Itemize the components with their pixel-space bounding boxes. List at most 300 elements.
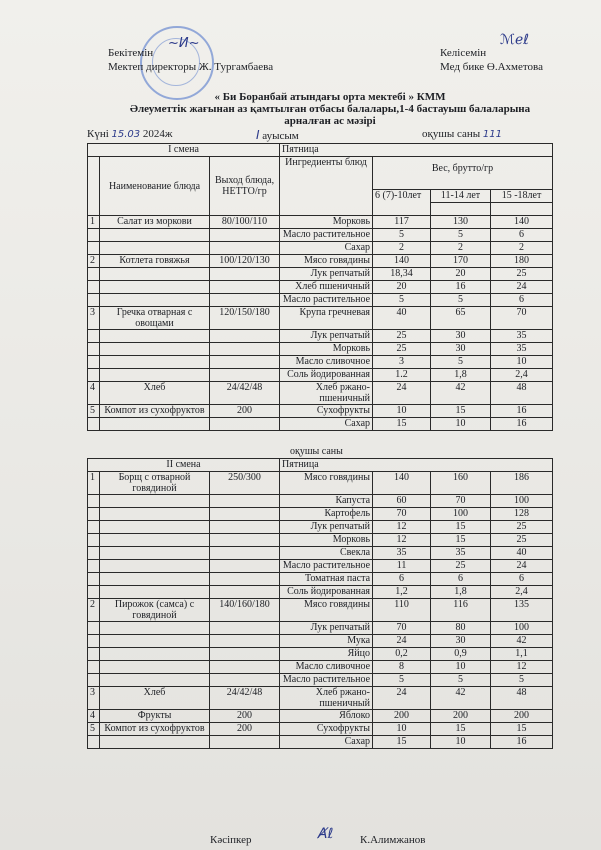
weight-15-18: 2,4 bbox=[491, 586, 553, 599]
ingredient: Яйцо bbox=[280, 648, 373, 661]
table-row bbox=[88, 508, 553, 521]
weight-6-10: 20 bbox=[373, 281, 431, 294]
row-number bbox=[88, 635, 100, 648]
weight-11-14: 30 bbox=[431, 343, 491, 356]
weight-15-18: 40 bbox=[491, 547, 553, 560]
ingredient: Масло растительное bbox=[280, 674, 373, 687]
weight-15-18: 186 bbox=[491, 472, 553, 495]
ingredient: Сахар bbox=[280, 736, 373, 749]
table-row bbox=[88, 495, 553, 508]
director-signature: ~Ͷ~ bbox=[168, 36, 200, 51]
dish-output: 80/100/110 bbox=[210, 216, 280, 229]
director-name: Мектеп директоры Ж. Тургамбаева bbox=[108, 61, 274, 73]
table-row bbox=[88, 242, 553, 255]
row-number: 5 bbox=[88, 405, 100, 418]
ingredient: Лук репчатый bbox=[280, 330, 373, 343]
table-row bbox=[88, 382, 553, 405]
weight-11-14: 35 bbox=[431, 547, 491, 560]
ingredient: Яблоко bbox=[280, 710, 373, 723]
weight-6-10: 8 bbox=[373, 661, 431, 674]
weight-11-14: 80 bbox=[431, 622, 491, 635]
students-handwritten: 111 bbox=[482, 129, 502, 140]
dish-name: Пирожок (самса) с говядиной bbox=[100, 599, 210, 622]
ingredient: Лук репчатый bbox=[280, 622, 373, 635]
dish-name: Хлеб bbox=[100, 687, 210, 710]
ingredient: Масло сливочное bbox=[280, 356, 373, 369]
menu-table-shift-2 bbox=[87, 458, 553, 749]
dish-name: Борщ с отварной говядиной bbox=[100, 472, 210, 495]
row-number bbox=[88, 661, 100, 674]
weight-15-18: 16 bbox=[491, 405, 553, 418]
row-number bbox=[88, 736, 100, 749]
row-number bbox=[88, 356, 100, 369]
weight-11-14: 65 bbox=[431, 307, 491, 330]
ingredient: Соль йодированная bbox=[280, 586, 373, 599]
weight-15-18: 5 bbox=[491, 674, 553, 687]
weight-15-18: 35 bbox=[491, 330, 553, 343]
weight-15-18: 100 bbox=[491, 622, 553, 635]
students-label: оқушы саны bbox=[422, 128, 481, 140]
dish-name: Компот из сухофруктов bbox=[100, 723, 210, 736]
ingredient: Морковь bbox=[280, 343, 373, 356]
row-number bbox=[88, 560, 100, 573]
weight-15-18: 2 bbox=[491, 242, 553, 255]
title-line-2: Әлеуметтік жағынан аз қамтылған отбасы балалары,1-4 бастауыш балаларына bbox=[129, 103, 531, 115]
dish-output bbox=[210, 547, 280, 560]
weight-11-14: 10 bbox=[431, 736, 491, 749]
weight-15-18: 42 bbox=[491, 635, 553, 648]
title-line-3: арналған ас мәзірі bbox=[284, 115, 376, 127]
weight-11-14: 5 bbox=[431, 294, 491, 307]
dish-output bbox=[210, 736, 280, 749]
table-row bbox=[88, 369, 553, 382]
dish-output bbox=[210, 242, 280, 255]
weight-11-14: 30 bbox=[431, 330, 491, 343]
col-output: Выход блюда, НЕТТО/гр bbox=[210, 157, 280, 216]
weight-15-18: 15 bbox=[491, 723, 553, 736]
weight-11-14: 42 bbox=[431, 687, 491, 710]
table-row bbox=[88, 710, 553, 723]
ingredient: Масло сливочное bbox=[280, 661, 373, 674]
dish-output: 120/150/180 bbox=[210, 307, 280, 330]
table-row bbox=[88, 330, 553, 343]
weight-6-10: 10 bbox=[373, 405, 431, 418]
table-row bbox=[88, 281, 553, 294]
row-number bbox=[88, 622, 100, 635]
row-number bbox=[88, 343, 100, 356]
dish-output bbox=[210, 229, 280, 242]
dish-output bbox=[210, 356, 280, 369]
dish-name bbox=[100, 281, 210, 294]
weight-11-14: 100 bbox=[431, 508, 491, 521]
table-row bbox=[88, 547, 553, 560]
ingredient: Сухофрукты bbox=[280, 405, 373, 418]
nurse-signature: ℳℯℓ bbox=[500, 32, 530, 48]
dish-output bbox=[210, 343, 280, 356]
row-number bbox=[88, 586, 100, 599]
table-row bbox=[88, 343, 553, 356]
weight-11-14: 2 bbox=[431, 242, 491, 255]
weight-6-10: 6 bbox=[373, 573, 431, 586]
row-number bbox=[88, 508, 100, 521]
shift-line bbox=[256, 128, 299, 142]
dish-output bbox=[210, 330, 280, 343]
ingredient: Томатная паста bbox=[280, 573, 373, 586]
weight-11-14: 0,9 bbox=[431, 648, 491, 661]
dish-output bbox=[210, 369, 280, 382]
row-number bbox=[88, 294, 100, 307]
dish-name: Компот из сухофруктов bbox=[100, 405, 210, 418]
weight-15-18: 48 bbox=[491, 687, 553, 710]
table-row bbox=[88, 418, 553, 431]
table-row bbox=[88, 586, 553, 599]
nurse-name: Мед бике Ө.Ахметова bbox=[440, 61, 543, 73]
ingredient: Хлеб пшеничный bbox=[280, 281, 373, 294]
weight-6-10: 110 bbox=[373, 599, 431, 622]
dish-name: Котлета говяжья bbox=[100, 255, 210, 268]
ingredient: Свекла bbox=[280, 547, 373, 560]
weight-6-10: 40 bbox=[373, 307, 431, 330]
weight-6-10: 15 bbox=[373, 418, 431, 431]
weight-11-14: 16 bbox=[431, 281, 491, 294]
dish-output: 24/42/48 bbox=[210, 382, 280, 405]
shift-handwritten: I bbox=[256, 128, 260, 142]
dish-output bbox=[210, 661, 280, 674]
weight-15-18: 6 bbox=[491, 294, 553, 307]
table-row bbox=[88, 255, 553, 268]
shift-2-label: II смена bbox=[88, 459, 280, 472]
row-number bbox=[88, 573, 100, 586]
ingredient: Сухофрукты bbox=[280, 723, 373, 736]
table-row bbox=[88, 674, 553, 687]
dish-name bbox=[100, 418, 210, 431]
ingredient: Мясо говядины bbox=[280, 599, 373, 622]
weight-11-14: 5 bbox=[431, 356, 491, 369]
weight-15-18: 70 bbox=[491, 307, 553, 330]
dish-output bbox=[210, 281, 280, 294]
dish-output bbox=[210, 674, 280, 687]
shift-label: ауысым bbox=[262, 130, 299, 142]
weight-6-10: 140 bbox=[373, 472, 431, 495]
table-row bbox=[88, 294, 553, 307]
ingredient: Крупа гречневая bbox=[280, 307, 373, 330]
dish-output bbox=[210, 418, 280, 431]
row-number: 1 bbox=[88, 216, 100, 229]
dish-name: Фрукты bbox=[100, 710, 210, 723]
row-number bbox=[88, 242, 100, 255]
year-label: 2024ж bbox=[142, 128, 173, 140]
ingredient: Масло растительное bbox=[280, 560, 373, 573]
dish-output: 100/120/130 bbox=[210, 255, 280, 268]
weight-6-10: 0,2 bbox=[373, 648, 431, 661]
dish-name bbox=[100, 573, 210, 586]
weight-15-18: 6 bbox=[491, 229, 553, 242]
weight-15-18: 100 bbox=[491, 495, 553, 508]
row-number bbox=[88, 648, 100, 661]
weight-15-18: 135 bbox=[491, 599, 553, 622]
weight-6-10: 2 bbox=[373, 242, 431, 255]
table-row bbox=[88, 622, 553, 635]
dish-output bbox=[210, 648, 280, 661]
weight-11-14: 15 bbox=[431, 521, 491, 534]
row-number bbox=[88, 229, 100, 242]
weight-15-18: 6 bbox=[491, 573, 553, 586]
ingredient: Масло растительное bbox=[280, 229, 373, 242]
shift-1-label: I смена bbox=[88, 144, 280, 157]
agreement-block bbox=[440, 46, 543, 74]
dish-name bbox=[100, 268, 210, 281]
weight-11-14: 10 bbox=[431, 418, 491, 431]
table-row bbox=[88, 687, 553, 710]
shift-1-day: Пятница bbox=[280, 144, 553, 157]
shift-2-day: Пятница bbox=[280, 459, 553, 472]
dish-name bbox=[100, 586, 210, 599]
table-row bbox=[88, 599, 553, 622]
weight-11-14: 25 bbox=[431, 560, 491, 573]
table-row bbox=[88, 521, 553, 534]
dish-name bbox=[100, 356, 210, 369]
col-ingredients: Ингредиенты блюд bbox=[280, 157, 373, 216]
weight-11-14: 1,8 bbox=[431, 369, 491, 382]
table-row bbox=[88, 534, 553, 547]
ingredient: Морковь bbox=[280, 216, 373, 229]
dish-name bbox=[100, 648, 210, 661]
weight-11-14: 1,8 bbox=[431, 586, 491, 599]
weight-6-10: 70 bbox=[373, 622, 431, 635]
ingredient: Мясо говядины bbox=[280, 255, 373, 268]
dish-name: Хлеб bbox=[100, 382, 210, 405]
row-number bbox=[88, 495, 100, 508]
table-row bbox=[88, 356, 553, 369]
row-number bbox=[88, 547, 100, 560]
dish-output: 200 bbox=[210, 710, 280, 723]
dish-output: 200 bbox=[210, 723, 280, 736]
ingredient: Лук репчатый bbox=[280, 268, 373, 281]
dish-output bbox=[210, 495, 280, 508]
dish-name bbox=[100, 495, 210, 508]
ingredient: Морковь bbox=[280, 534, 373, 547]
col-age-6-10: 6 (7)-10лет bbox=[373, 190, 431, 216]
weight-6-10: 12 bbox=[373, 534, 431, 547]
ingredient: Соль йодированная bbox=[280, 369, 373, 382]
ingredient: Мясо говядины bbox=[280, 472, 373, 495]
weight-15-18: 1,1 bbox=[491, 648, 553, 661]
row-number bbox=[88, 534, 100, 547]
weight-11-14: 200 bbox=[431, 710, 491, 723]
dish-name bbox=[100, 547, 210, 560]
row-number: 2 bbox=[88, 255, 100, 268]
weight-11-14: 6 bbox=[431, 573, 491, 586]
col-age-15-18: 15 -18лет bbox=[491, 190, 553, 203]
dish-name bbox=[100, 661, 210, 674]
dish-name bbox=[100, 343, 210, 356]
dish-name: Гречка отварная с овощами bbox=[100, 307, 210, 330]
dish-output: 140/160/180 bbox=[210, 599, 280, 622]
dish-name bbox=[100, 521, 210, 534]
row-number: 3 bbox=[88, 307, 100, 330]
weight-11-14: 160 bbox=[431, 472, 491, 495]
table-row bbox=[88, 635, 553, 648]
weight-6-10: 25 bbox=[373, 330, 431, 343]
weight-15-18: 10 bbox=[491, 356, 553, 369]
weight-6-10: 24 bbox=[373, 635, 431, 648]
weight-11-14: 10 bbox=[431, 661, 491, 674]
ingredient: Хлеб ржано-пшеничный bbox=[280, 382, 373, 405]
dish-name bbox=[100, 534, 210, 547]
weight-11-14: 42 bbox=[431, 382, 491, 405]
weight-15-18: 140 bbox=[491, 216, 553, 229]
dish-name bbox=[100, 294, 210, 307]
ingredient: Масло растительное bbox=[280, 294, 373, 307]
weight-11-14: 30 bbox=[431, 635, 491, 648]
weight-15-18: 35 bbox=[491, 343, 553, 356]
weight-15-18: 2,4 bbox=[491, 369, 553, 382]
row-number bbox=[88, 674, 100, 687]
approve-label: Бекітемін bbox=[108, 47, 154, 59]
weight-6-10: 15 bbox=[373, 736, 431, 749]
table-row bbox=[88, 229, 553, 242]
mid-students-label: оқушы саны bbox=[290, 446, 343, 457]
dish-output bbox=[210, 560, 280, 573]
weight-11-14: 5 bbox=[431, 229, 491, 242]
menu-table-shift-1 bbox=[87, 143, 553, 431]
ingredient: Сахар bbox=[280, 242, 373, 255]
dish-output bbox=[210, 294, 280, 307]
entrepreneur-signature: Ⱥℓ bbox=[318, 826, 334, 842]
weight-6-10: 1.2 bbox=[373, 369, 431, 382]
row-number bbox=[88, 521, 100, 534]
weight-6-10: 1,2 bbox=[373, 586, 431, 599]
dish-name bbox=[100, 622, 210, 635]
dish-output: 24/42/48 bbox=[210, 687, 280, 710]
title-line-1: « Би Боранбай атындағы орта мектебі » КММ bbox=[214, 91, 446, 103]
table-row bbox=[88, 723, 553, 736]
date-handwritten: 15.03 bbox=[111, 129, 141, 140]
row-number bbox=[88, 418, 100, 431]
ingredient: Картофель bbox=[280, 508, 373, 521]
dish-output bbox=[210, 268, 280, 281]
weight-15-18: 16 bbox=[491, 736, 553, 749]
weight-6-10: 35 bbox=[373, 547, 431, 560]
weight-15-18: 128 bbox=[491, 508, 553, 521]
ingredient: Лук репчатый bbox=[280, 521, 373, 534]
col-weight: Вес, брутто/гр bbox=[373, 157, 553, 190]
dish-output: 200 bbox=[210, 405, 280, 418]
weight-6-10: 11 bbox=[373, 560, 431, 573]
weight-11-14: 130 bbox=[431, 216, 491, 229]
dish-name: Салат из моркови bbox=[100, 216, 210, 229]
weight-15-18: 25 bbox=[491, 268, 553, 281]
dish-name bbox=[100, 229, 210, 242]
weight-11-14: 20 bbox=[431, 268, 491, 281]
row-number bbox=[88, 369, 100, 382]
footer-entrepreneur-name: К.Алимжанов bbox=[360, 834, 426, 846]
table-row bbox=[88, 648, 553, 661]
ingredient: Хлеб ржано-пшеничный bbox=[280, 687, 373, 710]
ingredient: Мука bbox=[280, 635, 373, 648]
weight-6-10: 10 bbox=[373, 723, 431, 736]
row-number: 4 bbox=[88, 710, 100, 723]
dish-name bbox=[100, 330, 210, 343]
dish-output bbox=[210, 622, 280, 635]
dish-output bbox=[210, 635, 280, 648]
row-number: 4 bbox=[88, 382, 100, 405]
row-number: 2 bbox=[88, 599, 100, 622]
weight-15-18: 25 bbox=[491, 521, 553, 534]
row-number: 5 bbox=[88, 723, 100, 736]
table-row bbox=[88, 573, 553, 586]
weight-6-10: 3 bbox=[373, 356, 431, 369]
table-row bbox=[88, 268, 553, 281]
weight-6-10: 5 bbox=[373, 229, 431, 242]
weight-15-18: 180 bbox=[491, 255, 553, 268]
table-row bbox=[88, 736, 553, 749]
weight-15-18: 24 bbox=[491, 560, 553, 573]
table-row bbox=[88, 216, 553, 229]
row-number bbox=[88, 330, 100, 343]
ingredient: Капуста bbox=[280, 495, 373, 508]
weight-15-18: 200 bbox=[491, 710, 553, 723]
dish-output bbox=[210, 508, 280, 521]
weight-11-14: 15 bbox=[431, 723, 491, 736]
weight-11-14: 5 bbox=[431, 674, 491, 687]
table-row bbox=[88, 307, 553, 330]
weight-11-14: 15 bbox=[431, 405, 491, 418]
weight-6-10: 25 bbox=[373, 343, 431, 356]
weight-6-10: 70 bbox=[373, 508, 431, 521]
weight-15-18: 25 bbox=[491, 534, 553, 547]
col-dish-name: Наименование блюда bbox=[100, 157, 210, 216]
footer-entrepreneur-label: Кәсіпкер bbox=[210, 834, 252, 846]
day-label: Күні bbox=[87, 128, 109, 140]
row-number: 1 bbox=[88, 472, 100, 495]
dish-output bbox=[210, 586, 280, 599]
weight-6-10: 117 bbox=[373, 216, 431, 229]
weight-6-10: 12 bbox=[373, 521, 431, 534]
table-row bbox=[88, 472, 553, 495]
row-number bbox=[88, 281, 100, 294]
weight-15-18: 48 bbox=[491, 382, 553, 405]
dish-name bbox=[100, 508, 210, 521]
dish-name bbox=[100, 560, 210, 573]
weight-6-10: 60 bbox=[373, 495, 431, 508]
dish-name bbox=[100, 369, 210, 382]
weight-6-10: 18,34 bbox=[373, 268, 431, 281]
dish-name bbox=[100, 635, 210, 648]
date-line bbox=[87, 128, 173, 140]
weight-11-14: 15 bbox=[431, 534, 491, 547]
row-number: 3 bbox=[88, 687, 100, 710]
dish-name bbox=[100, 674, 210, 687]
dish-output bbox=[210, 521, 280, 534]
weight-6-10: 24 bbox=[373, 687, 431, 710]
table-row bbox=[88, 661, 553, 674]
weight-6-10: 200 bbox=[373, 710, 431, 723]
weight-6-10: 5 bbox=[373, 294, 431, 307]
weight-15-18: 16 bbox=[491, 418, 553, 431]
weight-11-14: 70 bbox=[431, 495, 491, 508]
col-age-11-14: 11-14 лет bbox=[431, 190, 491, 203]
dish-output bbox=[210, 534, 280, 547]
students-line bbox=[422, 128, 502, 140]
weight-11-14: 116 bbox=[431, 599, 491, 622]
weight-15-18: 24 bbox=[491, 281, 553, 294]
dish-name bbox=[100, 242, 210, 255]
ingredient: Сахар bbox=[280, 418, 373, 431]
weight-11-14: 170 bbox=[431, 255, 491, 268]
dish-output bbox=[210, 573, 280, 586]
table-row bbox=[88, 560, 553, 573]
